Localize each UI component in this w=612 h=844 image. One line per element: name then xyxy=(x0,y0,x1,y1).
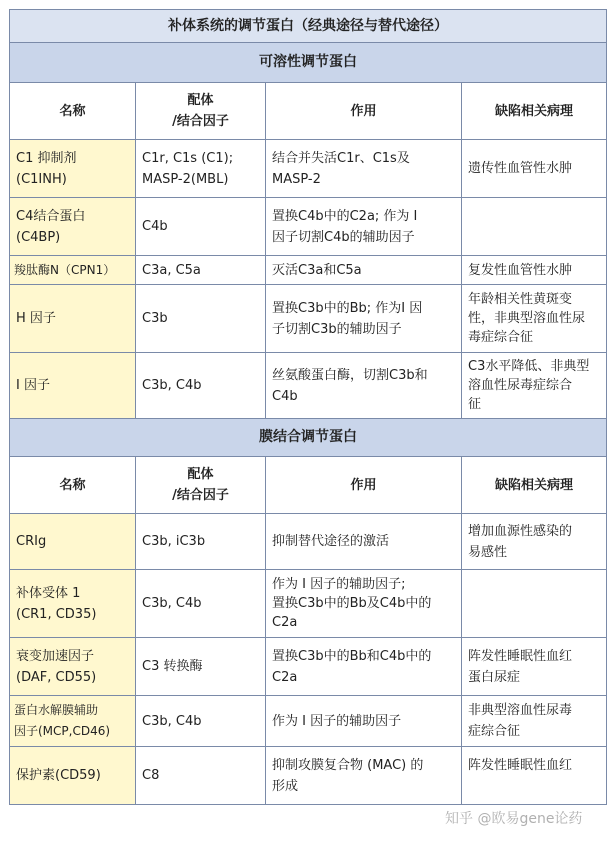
table-row xyxy=(10,353,607,419)
section-heading-soluble: 可溶性调节蛋白 xyxy=(10,43,607,83)
ligand: C8 xyxy=(136,747,266,805)
table-title: 补体系统的调节蛋白（经典途径与替代途径） xyxy=(10,10,607,43)
regulatory-protein-table xyxy=(9,9,607,805)
watermark xyxy=(445,808,582,828)
ligand: C3b, iC3b xyxy=(136,514,266,570)
function: 置换C3b中的Bb和C4b中的 C2a xyxy=(266,638,462,696)
ligand: C3b xyxy=(136,285,266,353)
section-heading-membrane: 膜结合调节蛋白 xyxy=(10,419,607,457)
table-row xyxy=(10,696,607,747)
protein-name: C1 抑制剂 (C1INH) xyxy=(10,140,136,198)
column-header: 配体 /结合因子 xyxy=(136,457,266,514)
table-row xyxy=(10,570,607,638)
function: 作为 I 因子的辅助因子 xyxy=(266,696,462,747)
protein-name: H 因子 xyxy=(10,285,136,353)
pathology: C3水平降低、非典型 溶血性尿毒症综合 征 xyxy=(462,353,607,419)
column-header: 缺陷相关病理 xyxy=(462,457,607,514)
column-header: 名称 xyxy=(10,457,136,514)
pathology: 遗传性血管性水肿 xyxy=(462,140,607,198)
column-header: 缺陷相关病理 xyxy=(462,83,607,140)
protein-name: 补体受体 1 (CR1, CD35) xyxy=(10,570,136,638)
function: 置换C4b中的C2a; 作为 I 因子切割C4b的辅助因子 xyxy=(266,198,462,256)
column-header: 作用 xyxy=(266,457,462,514)
section-heading-row xyxy=(10,419,607,457)
protein-name: CRIg xyxy=(10,514,136,570)
pathology: 复发性血管性水肿 xyxy=(462,256,607,285)
protein-name: 衰变加速因子 (DAF, CD55) xyxy=(10,638,136,696)
function: 置换C3b中的Bb; 作为I 因 子切割C3b的辅助因子 xyxy=(266,285,462,353)
column-header: 配体 /结合因子 xyxy=(136,83,266,140)
table-row xyxy=(10,638,607,696)
ligand: C3a, C5a xyxy=(136,256,266,285)
protein-name: 保护素(CD59) xyxy=(10,747,136,805)
watermark-text: 知乎 @欧易gene论药 xyxy=(445,811,583,827)
function: 灭活C3a和C5a xyxy=(266,256,462,285)
pathology: 非典型溶血性尿毒 症综合征 xyxy=(462,696,607,747)
column-header: 名称 xyxy=(10,83,136,140)
function: 抑制替代途径的激活 xyxy=(266,514,462,570)
protein-name: 蛋白水解膜辅助 因子(MCP,CD46) xyxy=(10,696,136,747)
table-row xyxy=(10,256,607,285)
function: 丝氨酸蛋白酶，切割C3b和 C4b xyxy=(266,353,462,419)
column-header-row xyxy=(10,83,607,140)
column-header: 作用 xyxy=(266,83,462,140)
ligand: C3b, C4b xyxy=(136,570,266,638)
column-header-row xyxy=(10,457,607,514)
pathology xyxy=(462,198,607,256)
ligand: C3 转换酶 xyxy=(136,638,266,696)
ligand: C3b, C4b xyxy=(136,696,266,747)
protein-name: I 因子 xyxy=(10,353,136,419)
pathology: 阵发性睡眠性血红 xyxy=(462,747,607,805)
pathology: 增加血源性感染的 易感性 xyxy=(462,514,607,570)
table-row xyxy=(10,198,607,256)
table-row xyxy=(10,140,607,198)
pathology xyxy=(462,570,607,638)
table-row xyxy=(10,514,607,570)
table-row xyxy=(10,747,607,805)
ligand: C4b xyxy=(136,198,266,256)
table-title-row xyxy=(10,10,607,43)
function: 作为 I 因子的辅助因子; 置换C3b中的Bb及C4b中的 C2a xyxy=(266,570,462,638)
pathology: 年龄相关性黄斑变 性，非典型溶血性尿 毒症综合征 xyxy=(462,285,607,353)
table-row xyxy=(10,285,607,353)
ligand: C1r, C1s (C1); MASP-2(MBL) xyxy=(136,140,266,198)
function: 抑制攻膜复合物 (MAC) 的 形成 xyxy=(266,747,462,805)
function: 结合并失活C1r、C1s及 MASP-2 xyxy=(266,140,462,198)
protein-name: 羧肽酶N（CPN1） xyxy=(10,256,136,285)
pathology: 阵发性睡眠性血红 蛋白尿症 xyxy=(462,638,607,696)
section-heading-row xyxy=(10,43,607,83)
ligand: C3b, C4b xyxy=(136,353,266,419)
protein-name: C4结合蛋白 (C4BP) xyxy=(10,198,136,256)
